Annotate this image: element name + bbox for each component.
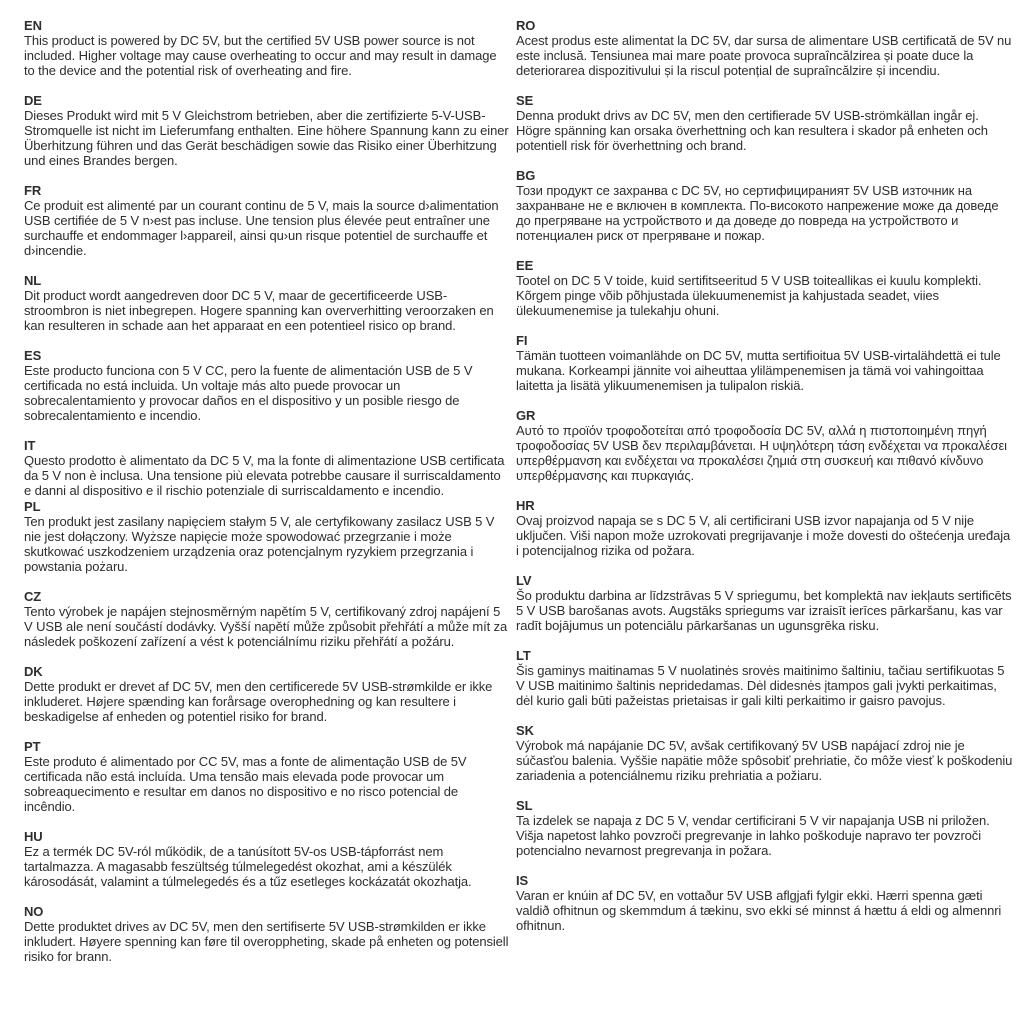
language-block-it xyxy=(24,438,510,498)
language-text: Šis gaminys maitinamas 5 V nuolatinės srovės maitinimo šaltiniu, tačiau sertifikuotas 5 V USB maitinimo šaltinis nepridedamas. Dėl didesnės įtampos gali įvykti perkaitimas, dėl kurio gali būti pažeistas prietaisas ir gali kilti perkaitimo ir gaisro pavojus. xyxy=(516,663,1005,708)
language-block-de xyxy=(24,93,510,168)
language-text: Denna produkt drivs av DC 5V, men den certifierade 5V USB-strömkällan ingår ej. Högre spänning kan orsaka överhettning och kan resultera i skador på enheten och potentiell risk för överhettning och brand. xyxy=(516,108,988,153)
language-code: SL xyxy=(516,798,533,813)
language-text: Acest produs este alimentat la DC 5V, dar sursa de alimentare USB certificată de 5V nu este inclusă. Tensiunea mai mare poate provoca supraîncălzirea și poate duce la deteriorarea dispozitivului și la riscul potențial de supraîncălzire și incendiu. xyxy=(516,33,1012,78)
language-block-fi xyxy=(516,333,1015,393)
language-block-hu xyxy=(24,829,510,889)
language-block-lv xyxy=(516,573,1015,633)
language-block-fr xyxy=(24,183,510,258)
language-text: Αυτό το προϊόν τροφοδοτείται από τροφοδοσία DC 5V, αλλά η πιστοποιημένη πηγή τροφοδοσίας 5V USB δεν περιλαμβάνεται. Η υψηλότερη τάση ενδέχεται να προκαλέσει υπερθέρμανση και ενδέχεται να προκαλέσει ζημιά στη συσκευή και πιθανό κίνδυνο υπερθέρμανσης και πυρκαγιάς. xyxy=(516,423,1007,483)
language-text: Ovaj proizvod napaja se s DC 5 V, ali certificirani USB izvor napajanja od 5 V nije uključen. Viši napon može uzrokovati pregrijavanje i može dovesti do oštećenja uređaja i potencijalnog rizika od požara. xyxy=(516,513,1011,558)
language-block-pt xyxy=(24,739,510,814)
language-code: SK xyxy=(516,723,534,738)
language-code: LT xyxy=(516,648,531,663)
language-text: Ta izdelek se napaja z DC 5 V, vendar certificirani 5 V vir napajanja USB ni priložen. Višja napetost lahko povzroči pregrevanje in lahko poškoduje napravo ter povzroči potencialno nevarnost pregrevanja in požara. xyxy=(516,813,990,858)
language-code: NO xyxy=(24,904,44,919)
language-block-gr xyxy=(516,408,1015,483)
language-block-sl xyxy=(516,798,1015,858)
language-code: FR xyxy=(24,183,42,198)
language-text: This product is powered by DC 5V, but the certified 5V USB power source is not included. Higher voltage may cause overheating to occur and may result in damage to the device and the potential risk of overheating and fire. xyxy=(24,33,497,78)
language-code: PL xyxy=(24,499,41,514)
language-text: Dieses Produkt wird mit 5 V Gleichstrom betrieben, aber die zertifizierte 5-V-USB-Stromquelle ist nicht im Lieferumfang enthalten. Eine höhere Spannung kann zu einer Überhitzung führen und das Gerät beschädigen sowie das Risiko einer Überhitzung und eines Brandes bergen. xyxy=(24,108,509,168)
language-block-no xyxy=(24,904,510,964)
language-text: Tootel on DC 5 V toide, kuid sertifitseeritud 5 V USB toiteallikas ei kuulu komplekti. Kõrgem pinge võib põhjustada ülekuumenemist ja kahjustada seadet, viies ülekuumenemise ja tulekahju ohuni. xyxy=(516,273,982,318)
language-code: EN xyxy=(24,18,42,33)
language-block-es xyxy=(24,348,510,423)
language-code: IS xyxy=(516,873,529,888)
language-text: Tento výrobek je napájen stejnosměrným napětím 5 V, certifikovaný zdroj napájení 5 V USB ale není součástí dodávky. Vyšší napětí může způsobit přehřátí a může mít za následek poškození zařízení a vést k potenciálnímu riziku přehřátí a požáru. xyxy=(24,604,508,649)
language-text: Este producto funciona con 5 V CC, pero la fuente de alimentación USB de 5 V certificada no está incluida. Un voltaje más alto puede provocar un sobrecalentamiento y provocar daños en el dispositivo y un posible riesgo de sobrecalentamiento e incendio. xyxy=(24,363,473,423)
language-text: Questo prodotto è alimentato da DC 5 V, ma la fonte di alimentazione USB certificata da 5 V non è inclusa. Una tensione più elevata potrebbe causare il surriscaldamento e danni al dispositivo e il rischio potenziale di surriscaldamento e incendio. xyxy=(24,453,505,498)
column-left xyxy=(24,18,510,979)
language-code: DK xyxy=(24,664,43,679)
language-text: Този продукт се захранва с DC 5V, но сертифицираният 5V USB източник на захранване не е включен в комплекта. По-високото напрежение може да доведе до прегряване на устройството и да доведе до повреда на устройството и потенциален риск от прегряване и пожар. xyxy=(516,183,999,243)
language-block-dk xyxy=(24,664,510,724)
language-code: HU xyxy=(24,829,43,844)
language-block-sk xyxy=(516,723,1015,783)
language-code: RO xyxy=(516,18,536,33)
language-code: LV xyxy=(516,573,532,588)
language-text: Tämän tuotteen voimanlähde on DC 5V, mutta sertifioitua 5V USB-virtalähdettä ei tule mukana. Korkeampi jännite voi aiheuttaa ylilämpenemisen ja tämä voi vahingoittaa laitetta ja lisätä ylikuumenemisen ja tulipalon riskiä. xyxy=(516,348,1001,393)
language-text: Ten produkt jest zasilany napięciem stałym 5 V, ale certyfikowany zasilacz USB 5 V nie jest dołączony. Wyższe napięcie może spowodować przegrzanie i może skutkować uszkodzeniem urządzenia oraz potencjalnym ryzykiem przegrzania i powstania pożaru. xyxy=(24,514,495,574)
language-text: Dette produkt er drevet af DC 5V, men den certificerede 5V USB-strømkilde er ikke inkluderet. Højere spænding kan forårsage overophedning og kan resultere i beskadigelse af enheden og potentiel risiko for brand. xyxy=(24,679,493,724)
language-text: Ez a termék DC 5V-ról működik, de a tanúsított 5V-os USB-tápforrást nem tartalmazza. A magasabb feszültség túlmelegedést okozhat, ami a készülék károsodását, valamint a túlmelegedés és a tűz esetleges kockázatát okozhatja. xyxy=(24,844,472,889)
language-text: Ce produit est alimenté par un courant continu de 5 V, mais la source d›alimentation USB certifiée de 5 V n›est pas incluse. Une tension plus élevée peut entraîner une surchauffe et endommager l›appareil, ainsi qu›un risque potentiel de surchauffe et d›incendie. xyxy=(24,198,499,258)
language-text: Este produto é alimentado por CC 5V, mas a fonte de alimentação USB de 5V certificada não está incluída. Uma tensão mais elevada pode provocar um sobreaquecimento e resultar em danos no dispositivo e no risco potencial de incêndio. xyxy=(24,754,467,814)
language-text: Dette produktet drives av DC 5V, men den sertifiserte 5V USB-strømkilden er ikke inkludert. Høyere spenning kan føre til overoppheting, skade på enheten og potensiell risiko for brann. xyxy=(24,919,509,964)
language-code: ES xyxy=(24,348,42,363)
language-code: GR xyxy=(516,408,536,423)
language-code: BG xyxy=(516,168,536,183)
language-code: FI xyxy=(516,333,528,348)
language-text: Výrobok má napájanie DC 5V, avšak certifikovaný 5V USB napájací zdroj nie je súčasťou balenia. Vyššie napätie môže spôsobiť prehriatie, čo môže viesť k poškodeniu zariadenia a potenciálnemu riziku prehriatia a požiaru. xyxy=(516,738,1013,783)
language-block-en xyxy=(24,18,510,78)
language-code: IT xyxy=(24,438,36,453)
language-code: SE xyxy=(516,93,534,108)
language-code: HR xyxy=(516,498,535,513)
language-block-cz xyxy=(24,589,510,649)
language-block-pl xyxy=(24,499,510,574)
language-block-hr xyxy=(516,498,1015,558)
language-text: Šo produktu darbina ar līdzstrāvas 5 V spriegumu, bet komplektā nav iekļauts sertificēts 5 V USB barošanas avots. Augstāks spriegums var izraisīt ierīces pārkaršanu, kas var radīt bojājumus un potenciālu pārkaršanas un ugunsgrēka risku. xyxy=(516,588,1012,633)
language-block-ee xyxy=(516,258,1015,318)
language-code: CZ xyxy=(24,589,42,604)
language-text: Dit product wordt aangedreven door DC 5 V, maar de gecertificeerde USB-stroombron is niet inbegrepen. Hogere spanning kan oververhitting veroorzaken en kan resulteren in schade aan het apparaat en een potentieel risico op brand. xyxy=(24,288,494,333)
language-block-lt xyxy=(516,648,1015,708)
column-right xyxy=(516,18,1015,948)
language-code: PT xyxy=(24,739,41,754)
language-text: Varan er knúin af DC 5V, en vottaður 5V USB aflgjafi fylgir ekki. Hærri spenna gæti valdið ofhitnun og skemmdum á tækinu, svo ekki sé minnst á hættu á eldi og almennri ofhitnun. xyxy=(516,888,1002,933)
language-code: EE xyxy=(516,258,534,273)
language-block-ro xyxy=(516,18,1015,78)
language-block-se xyxy=(516,93,1015,153)
language-code: NL xyxy=(24,273,42,288)
language-block-bg xyxy=(516,168,1015,243)
language-block-nl xyxy=(24,273,510,333)
language-code: DE xyxy=(24,93,42,108)
language-block-is xyxy=(516,873,1015,933)
